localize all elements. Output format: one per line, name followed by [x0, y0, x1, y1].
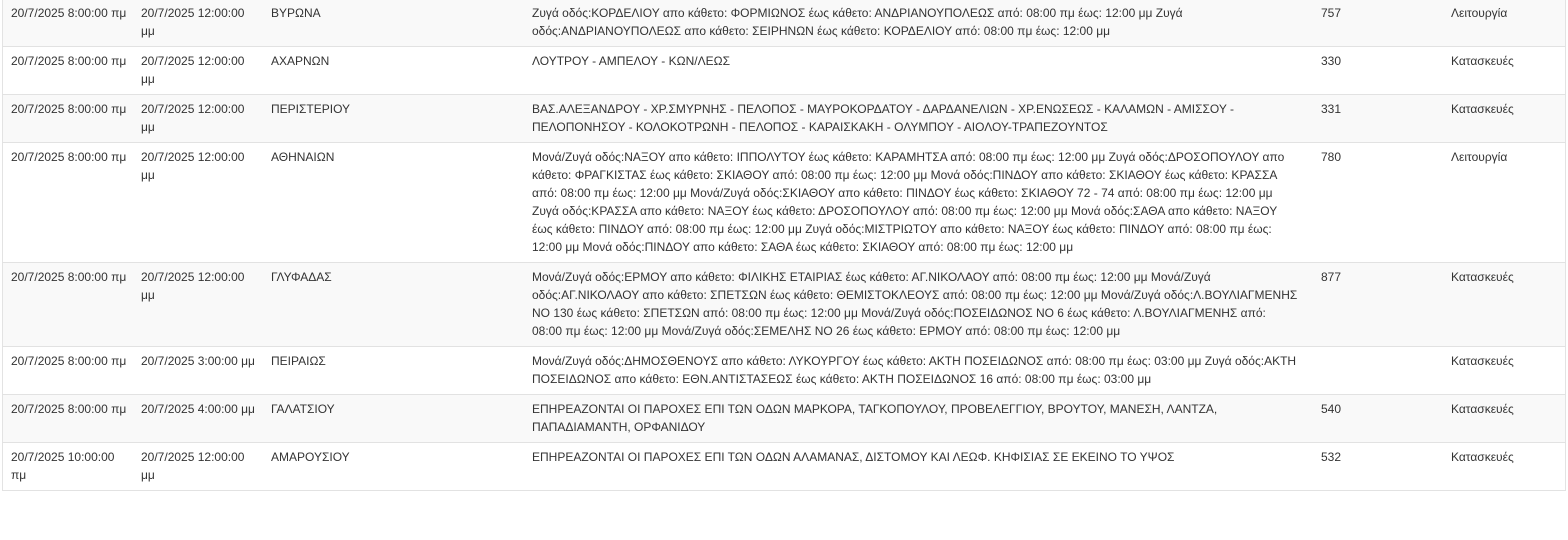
table-row: [3, 143, 1566, 263]
table-row: [3, 263, 1566, 347]
table-row: [3, 47, 1566, 95]
end-time-cell: 20/7/2025 3:00:00 μμ: [133, 347, 263, 395]
area-cell: ΑΘΗΝΑΙΩΝ: [263, 143, 524, 263]
affected-streets-cell: Μονά/Ζυγά οδός:ΔΗΜΟΣΘΕΝΟΥΣ απο κάθετο: ΛΥΚΟΥΡΓΟΥ έως κάθετο: ΑΚΤΗ ΠΟΣΕΙΔΩΝΟΣ από: 08:00 πμ έως: 03:00 μμ Ζυγά οδός:ΑΚΤΗ ΠΟΣΕΙΔΩΝΟΣ απο κάθετο: ΕΘΝ.ΑΝΤΙΣΤΑΣΕΩΣ έως κάθετο: ΑΚΤΗ ΠΟΣΕΙΔΩΝΟΣ 16 από: 08:00 πμ έως: 03:00 μμ: [524, 347, 1313, 395]
affected-streets-cell: ΛΟΥΤΡΟΥ - ΑΜΠΕΛΟΥ - ΚΩΝ/ΛΕΩΣ: [524, 47, 1313, 95]
end-time-cell: 20/7/2025 12:00:00 μμ: [133, 263, 263, 347]
start-time-cell: 20/7/2025 8:00:00 πμ: [3, 347, 134, 395]
code-cell: 780: [1313, 143, 1443, 263]
type-cell: Λειτουργία: [1443, 0, 1566, 47]
area-cell: ΠΕΡΙΣΤΕΡΙΟΥ: [263, 95, 524, 143]
start-time-cell: 20/7/2025 10:00:00 πμ: [3, 443, 134, 491]
start-time-cell: 20/7/2025 8:00:00 πμ: [3, 95, 134, 143]
affected-streets-cell: ΕΠΗΡΕΑΖΟΝΤΑΙ ΟΙ ΠΑΡΟΧΕΣ ΕΠΙ ΤΩΝ ΟΔΩΝ ΑΛΑΜΑΝΑΣ, ΔΙΣΤΟΜΟΥ ΚΑΙ ΛΕΩΦ. ΚΗΦΙΣΙΑΣ ΣΕ ΕΚΕΙΝΟ ΤΟ ΥΨΟΣ: [524, 443, 1313, 491]
start-time-cell: 20/7/2025 8:00:00 πμ: [3, 0, 134, 47]
affected-streets-cell: Μονά/Ζυγά οδός:ΕΡΜΟΥ απο κάθετο: ΦΙΛΙΚΗΣ ΕΤΑΙΡΙΑΣ έως κάθετο: ΑΓ.ΝΙΚΟΛΑΟΥ από: 08:00 πμ έως: 12:00 μμ Μονά/Ζυγά οδός:ΑΓ.ΝΙΚΟΛΑΟΥ απο κάθετο: ΣΠΕΤΣΩΝ έως κάθετο: ΘΕΜΙΣΤΟΚΛΕΟΥΣ από: 08:00 πμ έως: 12:00 μμ Μονά/Ζυγά οδός:Λ.ΒΟΥΛΙΑΓΜΕΝΗΣ ΝΟ 130 έως κάθετο: ΣΠΕΤΣΩΝ από: 08:00 πμ έως: 12:00 μμ Μονά/Ζυγά οδός:ΠΟΣΕΙΔΩΝΟΣ ΝΟ 6 έως κάθετο: Λ.ΒΟΥΛΙΑΓΜΕΝΗΣ από: 08:00 πμ έως: 12:00 μμ Μονά/Ζυγά οδός:ΣΕΜΕΛΗΣ ΝΟ 26 έως κάθετο: ΕΡΜΟΥ από: 08:00 πμ έως: 12:00 μμ: [524, 263, 1313, 347]
area-cell: ΓΑΛΑΤΣΙΟΥ: [263, 395, 524, 443]
table-row: [3, 395, 1566, 443]
type-cell: Κατασκευές: [1443, 95, 1566, 143]
area-cell: ΠΕΙΡΑΙΩΣ: [263, 347, 524, 395]
code-cell: 540: [1313, 395, 1443, 443]
area-cell: ΓΛΥΦΑΔΑΣ: [263, 263, 524, 347]
code-cell: [1313, 347, 1443, 395]
affected-streets-cell: ΕΠΗΡΕΑΖΟΝΤΑΙ ΟΙ ΠΑΡΟΧΕΣ ΕΠΙ ΤΩΝ ΟΔΩΝ ΜΑΡΚΟΡΑ, ΤΑΓΚΟΠΟΥΛΟΥ, ΠΡΟΒΕΛΕΓΓΙΟΥ, ΒΡΟΥΤΟΥ, ΜΑΝΕΣΗ, ΛΑΝΤΖΑ, ΠΑΠΑΔΙΑΜΑΝΤΗ, ΟΡΦΑΝΙΔΟΥ: [524, 395, 1313, 443]
affected-streets-cell: ΒΑΣ.ΑΛΕΞΑΝΔΡΟΥ - ΧΡ.ΣΜΥΡΝΗΣ - ΠΕΛΟΠΟΣ - ΜΑΥΡΟΚΟΡΔΑΤΟΥ - ΔΑΡΔΑΝΕΛΙΩΝ - ΧΡ.ΕΝΩΣΕΩΣ - ΚΑΛΑΜΩΝ - ΑΜΙΣΣΟΥ - ΠΕΛΟΠΟΝΗΣΟΥ - ΚΟΛΟΚΟΤΡΩΝΗ - ΠΕΛΟΠΟΣ - ΚΑΡΑΙΣΚΑΚΗ - ΟΛΥΜΠΟΥ - ΑΙΟΛΟΥ-ΤΡΑΠΕΖΟΥΝΤΟΣ: [524, 95, 1313, 143]
table-row: [3, 443, 1566, 491]
code-cell: 757: [1313, 0, 1443, 47]
code-cell: 331: [1313, 95, 1443, 143]
type-cell: Κατασκευές: [1443, 47, 1566, 95]
code-cell: 532: [1313, 443, 1443, 491]
start-time-cell: 20/7/2025 8:00:00 πμ: [3, 143, 134, 263]
type-cell: Λειτουργία: [1443, 143, 1566, 263]
table-row: [3, 0, 1566, 47]
end-time-cell: 20/7/2025 12:00:00 μμ: [133, 0, 263, 47]
start-time-cell: 20/7/2025 8:00:00 πμ: [3, 47, 134, 95]
start-time-cell: 20/7/2025 8:00:00 πμ: [3, 263, 134, 347]
end-time-cell: 20/7/2025 4:00:00 μμ: [133, 395, 263, 443]
type-cell: Κατασκευές: [1443, 263, 1566, 347]
type-cell: Κατασκευές: [1443, 347, 1566, 395]
type-cell: Κατασκευές: [1443, 395, 1566, 443]
end-time-cell: 20/7/2025 12:00:00 μμ: [133, 143, 263, 263]
end-time-cell: 20/7/2025 12:00:00 μμ: [133, 95, 263, 143]
code-cell: 330: [1313, 47, 1443, 95]
type-cell: Κατασκευές: [1443, 443, 1566, 491]
area-cell: ΑΜΑΡΟΥΣΙΟΥ: [263, 443, 524, 491]
area-cell: ΑΧΑΡΝΩΝ: [263, 47, 524, 95]
affected-streets-cell: Ζυγά οδός:ΚΟΡΔΕΛΙΟΥ απο κάθετο: ΦΟΡΜΙΩΝΟΣ έως κάθετο: ΑΝΔΡΙΑΝΟΥΠΟΛΕΩΣ από: 08:00 πμ έως: 12:00 μμ Ζυγά οδός:ΑΝΔΡΙΑΝΟΥΠΟΛΕΩΣ απο κάθετο: ΣΕΙΡΗΝΩΝ έως κάθετο: ΚΟΡΔΕΛΙΟΥ από: 08:00 πμ έως: 12:00 μμ: [524, 0, 1313, 47]
end-time-cell: 20/7/2025 12:00:00 μμ: [133, 443, 263, 491]
table-row: [3, 95, 1566, 143]
table-row: [3, 347, 1566, 395]
end-time-cell: 20/7/2025 12:00:00 μμ: [133, 47, 263, 95]
start-time-cell: 20/7/2025 8:00:00 πμ: [3, 395, 134, 443]
outage-schedule-table: [2, 0, 1566, 491]
affected-streets-cell: Μονά/Ζυγά οδός:ΝΑΞΟΥ απο κάθετο: ΙΠΠΟΛΥΤΟΥ έως κάθετο: ΚΑΡΑΜΗΤΣΑ από: 08:00 πμ έως: 12:00 μμ Ζυγά οδός:ΔΡΟΣΟΠΟΥΛΟΥ απο κάθετο: ΦΡΑΓΚΙΣΤΑΣ έως κάθετο: ΣΚΙΑΘΟΥ από: 08:00 πμ έως: 12:00 μμ Μονά οδός:ΠΙΝΔΟΥ απο κάθετο: ΣΚΙΑΘΟΥ έως κάθετο: ΚΡΑΣΣΑ από: 08:00 πμ έως: 12:00 μμ Μονά/Ζυγά οδός:ΣΚΙΑΘΟΥ απο κάθετο: ΠΙΝΔΟΥ έως κάθετο: ΣΚΙΑΘΟΥ 72 - 74 από: 08:00 πμ έως: 12:00 μμ Ζυγά οδός:ΚΡΑΣΣΑ απο κάθετο: ΝΑΞΟΥ έως κάθετο: ΔΡΟΣΟΠΟΥΛΟΥ από: 08:00 πμ έως: 12:00 μμ Μονά οδός:ΣΑΘΑ απο κάθετο: ΝΑΞΟΥ έως κάθετο: ΠΙΝΔΟΥ από: 08:00 πμ έως: 12:00 μμ Ζυγά οδός:ΜΙΣΤΡΙΩΤΟΥ απο κάθετο: ΝΑΞΟΥ έως κάθετο: ΠΙΝΔΟΥ από: 08:00 πμ έως: 12:00 μμ Μονά οδός:ΠΙΝΔΟΥ απο κάθετο: ΣΑΘΑ έως κάθετο: ΣΚΙΑΘΟΥ από: 08:00 πμ έως: 12:00 μμ: [524, 143, 1313, 263]
code-cell: 877: [1313, 263, 1443, 347]
area-cell: ΒΥΡΩΝΑ: [263, 0, 524, 47]
